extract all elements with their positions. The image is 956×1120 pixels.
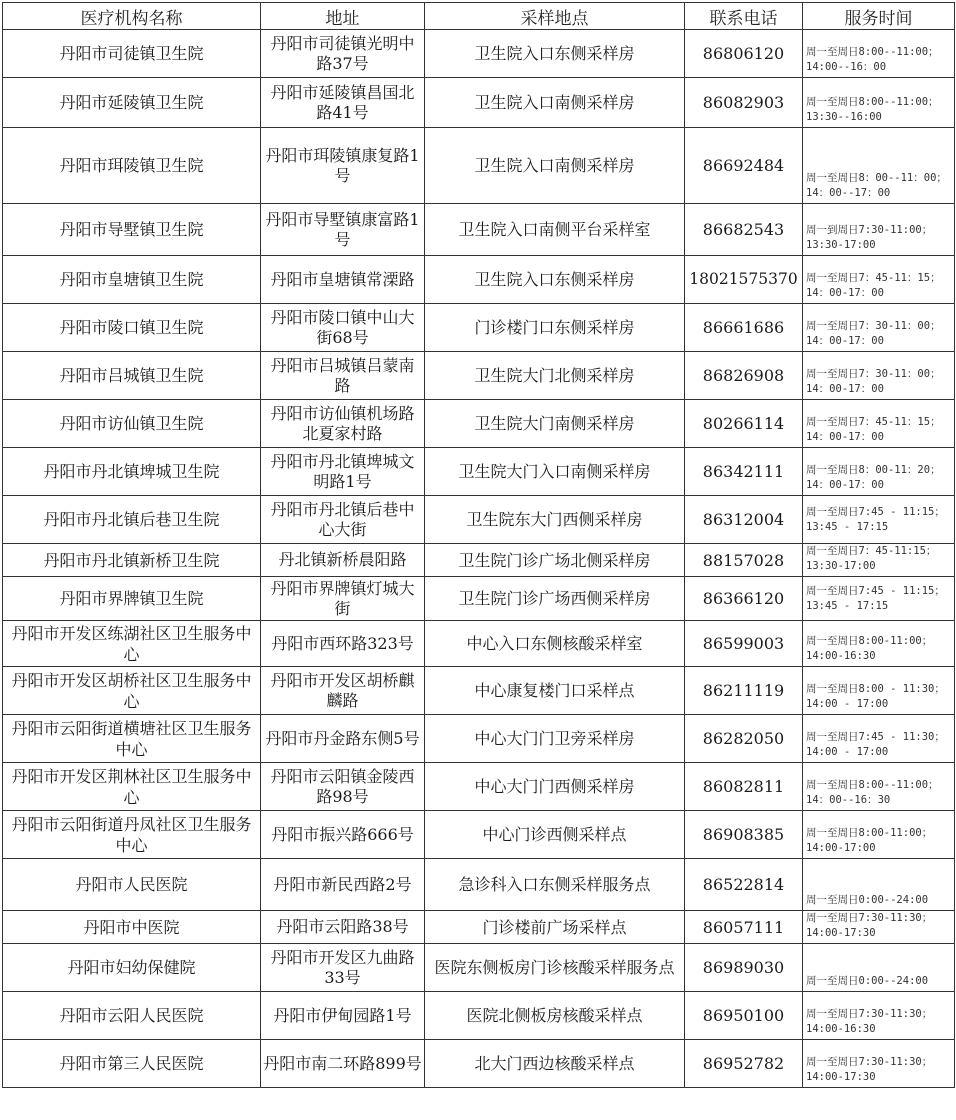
cell-phone: 86082903 bbox=[685, 78, 803, 128]
cell-phone: 86057111 bbox=[685, 911, 803, 944]
cell-phone: 86661686 bbox=[685, 304, 803, 352]
cell-address: 丹北镇新桥晨阳路 bbox=[261, 544, 425, 577]
cell-service-time: 周一至周日7:30-11:30；14:00-17:30 bbox=[803, 1040, 955, 1088]
table-row bbox=[3, 448, 955, 496]
cell-address: 丹阳市丹北镇埤城文明路1号 bbox=[261, 448, 425, 496]
cell-sampling-site: 卫生院大门北侧采样房 bbox=[425, 352, 685, 400]
cell-sampling-site: 中心康复楼门口采样点 bbox=[425, 667, 685, 715]
cell-sampling-site: 卫生院入口南侧平台采样室 bbox=[425, 204, 685, 256]
cell-institution-name: 丹阳市司徒镇卫生院 bbox=[3, 30, 261, 78]
cell-phone: 86599003 bbox=[685, 621, 803, 667]
cell-sampling-site: 门诊楼门口东侧采样房 bbox=[425, 304, 685, 352]
cell-phone: 86692484 bbox=[685, 128, 803, 204]
cell-phone: 86522814 bbox=[685, 859, 803, 911]
cell-address: 丹阳市开发区九曲路33号 bbox=[261, 944, 425, 992]
table-header-row bbox=[3, 3, 955, 30]
cell-service-time: 周一至周日0:00--24:00 bbox=[803, 859, 955, 911]
cell-service-time: 周一至周日7:30-11:30；14:00-16:30 bbox=[803, 992, 955, 1040]
cell-sampling-site: 医院东侧板房门诊核酸采样服务点 bbox=[425, 944, 685, 992]
cell-address: 丹阳市伊甸园路1号 bbox=[261, 992, 425, 1040]
cell-institution-name: 丹阳市吕城镇卫生院 bbox=[3, 352, 261, 400]
cell-address: 丹阳市导墅镇康富路1号 bbox=[261, 204, 425, 256]
cell-institution-name: 丹阳市开发区练湖社区卫生服务中心 bbox=[3, 621, 261, 667]
cell-address: 丹阳市司徒镇光明中路37号 bbox=[261, 30, 425, 78]
cell-phone: 86082811 bbox=[685, 763, 803, 811]
table-row bbox=[3, 496, 955, 544]
cell-service-time: 周一到周日7:30-11:00；13:30-17:00 bbox=[803, 204, 955, 256]
cell-sampling-site: 卫生院入口南侧采样房 bbox=[425, 128, 685, 204]
table-row bbox=[3, 400, 955, 448]
cell-sampling-site: 急诊科入口东侧采样服务点 bbox=[425, 859, 685, 911]
cell-institution-name: 丹阳市开发区荆林社区卫生服务中心 bbox=[3, 763, 261, 811]
cell-institution-name: 丹阳市珥陵镇卫生院 bbox=[3, 128, 261, 204]
table-row bbox=[3, 715, 955, 763]
cell-service-time: 周一至周日8:00 - 11:30；14:00 - 17:00 bbox=[803, 667, 955, 715]
cell-service-time: 周一至周日7:30-11:30；14:00-17:30 bbox=[803, 911, 955, 944]
cell-phone: 86342111 bbox=[685, 448, 803, 496]
cell-institution-name: 丹阳市延陵镇卫生院 bbox=[3, 78, 261, 128]
cell-institution-name: 丹阳市云阳街道横塘社区卫生服务中心 bbox=[3, 715, 261, 763]
cell-address: 丹阳市南二环路899号 bbox=[261, 1040, 425, 1088]
table-row bbox=[3, 544, 955, 577]
cell-address: 丹阳市振兴路666号 bbox=[261, 811, 425, 859]
cell-service-time: 周一至周日7：45-11：15；14：00-17：00 bbox=[803, 400, 955, 448]
cell-institution-name: 丹阳市妇幼保健院 bbox=[3, 944, 261, 992]
table-row bbox=[3, 128, 955, 204]
table-row bbox=[3, 204, 955, 256]
cell-phone: 86826908 bbox=[685, 352, 803, 400]
header-address: 地址 bbox=[261, 3, 425, 30]
cell-service-time: 周一至周日0:00--24:00 bbox=[803, 944, 955, 992]
cell-service-time: 周一至周日7：45-11:15；13:30-17:00 bbox=[803, 544, 955, 577]
cell-service-time: 周一至周日7:45 - 11:30；14:00 - 17:00 bbox=[803, 715, 955, 763]
cell-phone: 86282050 bbox=[685, 715, 803, 763]
cell-address: 丹阳市丹北镇后巷中心大街 bbox=[261, 496, 425, 544]
cell-address: 丹阳市开发区胡桥麒麟路 bbox=[261, 667, 425, 715]
cell-sampling-site: 卫生院门诊广场西侧采样房 bbox=[425, 577, 685, 621]
cell-sampling-site: 中心门诊西侧采样点 bbox=[425, 811, 685, 859]
table-row bbox=[3, 577, 955, 621]
cell-service-time: 周一至周日8:00-11:00；14:00-17:00 bbox=[803, 811, 955, 859]
cell-sampling-site: 卫生院门诊广场北侧采样房 bbox=[425, 544, 685, 577]
cell-address: 丹阳市延陵镇昌国北路41号 bbox=[261, 78, 425, 128]
cell-service-time: 周一至周日8:00-11:00；14:00-16:30 bbox=[803, 621, 955, 667]
cell-service-time: 周一至周日7:45 - 11:15；13:45 - 17:15 bbox=[803, 496, 955, 544]
table-row bbox=[3, 811, 955, 859]
cell-phone: 86989030 bbox=[685, 944, 803, 992]
cell-phone: 86312004 bbox=[685, 496, 803, 544]
cell-institution-name: 丹阳市导墅镇卫生院 bbox=[3, 204, 261, 256]
cell-sampling-site: 门诊楼前广场采样点 bbox=[425, 911, 685, 944]
table-row bbox=[3, 763, 955, 811]
cell-sampling-site: 卫生院东大门西侧采样房 bbox=[425, 496, 685, 544]
cell-sampling-site: 中心大门门卫旁采样房 bbox=[425, 715, 685, 763]
cell-sampling-site: 北大门西边核酸采样点 bbox=[425, 1040, 685, 1088]
cell-service-time: 周一至周日7：30-11：00；14：00-17：00 bbox=[803, 304, 955, 352]
cell-service-time: 周一至周日7：30-11：00；14：00-17：00 bbox=[803, 352, 955, 400]
table-row bbox=[3, 667, 955, 715]
cell-sampling-site: 医院北侧板房核酸采样点 bbox=[425, 992, 685, 1040]
cell-phone: 86950100 bbox=[685, 992, 803, 1040]
header-institution-name: 医疗机构名称 bbox=[3, 3, 261, 30]
header-phone: 联系电话 bbox=[685, 3, 803, 30]
table-row bbox=[3, 78, 955, 128]
cell-institution-name: 丹阳市界牌镇卫生院 bbox=[3, 577, 261, 621]
testing-sites-table bbox=[2, 2, 955, 1088]
cell-phone: 86806120 bbox=[685, 30, 803, 78]
cell-service-time: 周一至周日8:00--11:00；14:00--16：00 bbox=[803, 30, 955, 78]
header-service-time: 服务时间 bbox=[803, 3, 955, 30]
cell-phone: 88157028 bbox=[685, 544, 803, 577]
cell-phone: 86211119 bbox=[685, 667, 803, 715]
cell-institution-name: 丹阳市皇塘镇卫生院 bbox=[3, 256, 261, 304]
table-row bbox=[3, 30, 955, 78]
cell-sampling-site: 中心大门门西侧采样房 bbox=[425, 763, 685, 811]
cell-phone: 18021575370 bbox=[685, 256, 803, 304]
cell-address: 丹阳市界牌镇灯城大街 bbox=[261, 577, 425, 621]
cell-address: 丹阳市吕城镇吕蒙南路 bbox=[261, 352, 425, 400]
cell-institution-name: 丹阳市开发区胡桥社区卫生服务中心 bbox=[3, 667, 261, 715]
table-row bbox=[3, 352, 955, 400]
cell-phone: 86366120 bbox=[685, 577, 803, 621]
cell-service-time: 周一至周日7:45 - 11:15；13:45 - 17:15 bbox=[803, 577, 955, 621]
cell-address: 丹阳市西环路323号 bbox=[261, 621, 425, 667]
cell-service-time: 周一至周日8:00--11:00；13:30--16:00 bbox=[803, 78, 955, 128]
cell-sampling-site: 卫生院入口南侧采样房 bbox=[425, 78, 685, 128]
cell-institution-name: 丹阳市丹北镇埤城卫生院 bbox=[3, 448, 261, 496]
cell-sampling-site: 卫生院入口东侧采样房 bbox=[425, 256, 685, 304]
cell-address: 丹阳市云阳路38号 bbox=[261, 911, 425, 944]
cell-sampling-site: 卫生院大门南侧采样房 bbox=[425, 400, 685, 448]
cell-institution-name: 丹阳市丹北镇后巷卫生院 bbox=[3, 496, 261, 544]
cell-sampling-site: 中心入口东侧核酸采样室 bbox=[425, 621, 685, 667]
cell-institution-name: 丹阳市陵口镇卫生院 bbox=[3, 304, 261, 352]
cell-service-time: 周一至周日7：45-11：15；14：00-17：00 bbox=[803, 256, 955, 304]
cell-phone: 86682543 bbox=[685, 204, 803, 256]
cell-address: 丹阳市陵口镇中山大街68号 bbox=[261, 304, 425, 352]
cell-address: 丹阳市云阳镇金陵西路98号 bbox=[261, 763, 425, 811]
cell-sampling-site: 卫生院大门入口南侧采样房 bbox=[425, 448, 685, 496]
table-row bbox=[3, 1040, 955, 1088]
cell-institution-name: 丹阳市云阳人民医院 bbox=[3, 992, 261, 1040]
table-row bbox=[3, 859, 955, 911]
cell-sampling-site: 卫生院入口东侧采样房 bbox=[425, 30, 685, 78]
cell-address: 丹阳市访仙镇机场路北夏家村路 bbox=[261, 400, 425, 448]
table-row bbox=[3, 992, 955, 1040]
cell-service-time: 周一至周日8:00--11:00；14：00--16：30 bbox=[803, 763, 955, 811]
cell-phone: 86952782 bbox=[685, 1040, 803, 1088]
cell-institution-name: 丹阳市丹北镇新桥卫生院 bbox=[3, 544, 261, 577]
header-sampling-site: 采样地点 bbox=[425, 3, 685, 30]
table-row bbox=[3, 911, 955, 944]
cell-service-time: 周一至周日8：00-11：20；14：00-17：00 bbox=[803, 448, 955, 496]
cell-phone: 86908385 bbox=[685, 811, 803, 859]
cell-institution-name: 丹阳市访仙镇卫生院 bbox=[3, 400, 261, 448]
table-row bbox=[3, 304, 955, 352]
cell-institution-name: 丹阳市云阳街道丹凤社区卫生服务中心 bbox=[3, 811, 261, 859]
cell-institution-name: 丹阳市人民医院 bbox=[3, 859, 261, 911]
table-row bbox=[3, 621, 955, 667]
cell-service-time: 周一至周日8：00--11：00；14：00--17：00 bbox=[803, 128, 955, 204]
cell-phone: 80266114 bbox=[685, 400, 803, 448]
cell-institution-name: 丹阳市第三人民医院 bbox=[3, 1040, 261, 1088]
cell-address: 丹阳市丹金路东侧5号 bbox=[261, 715, 425, 763]
table-row bbox=[3, 944, 955, 992]
table-row bbox=[3, 256, 955, 304]
table-body bbox=[3, 30, 955, 1088]
cell-address: 丹阳市皇塘镇常溧路 bbox=[261, 256, 425, 304]
cell-institution-name: 丹阳市中医院 bbox=[3, 911, 261, 944]
cell-address: 丹阳市珥陵镇康复路1号 bbox=[261, 128, 425, 204]
cell-address: 丹阳市新民西路2号 bbox=[261, 859, 425, 911]
